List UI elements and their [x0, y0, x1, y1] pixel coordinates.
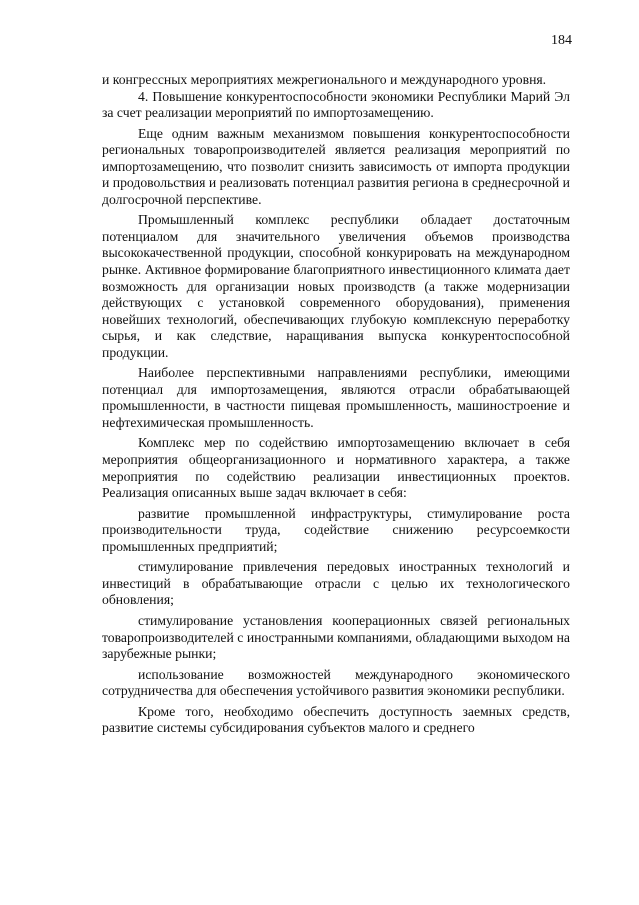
paragraph: Промышленный комплекс республики обладает достаточным потенциалом для значительного увеличения объемов производства высококачественной продукции, способной конкурировать на международном рынке. Активное формирование благоприятного инвестиционного климата дает возможность для организации новых производств (а также модернизации действующих с установкой современного оборудования), применения новейших технологий, обеспечивающих глубокую комплексную переработку сырья, и как следствие, наращивания выпуска конкурентоспособной продукции. [102, 212, 570, 360]
body-text [102, 72, 570, 737]
page-number: 184 [551, 33, 572, 48]
list-item: стимулирование привлечения передовых иностранных технологий и инвестиций в обрабатывающие отрасли с целью их технологического обновления; [102, 559, 570, 608]
paragraph: Кроме того, необходимо обеспечить доступность заемных средств, развитие системы субсидирования субъектов малого и среднего [102, 703, 570, 736]
paragraph: и конгрессных мероприятиях межрегионального и международного уровня. [102, 72, 547, 87]
paragraph: Комплекс мер по содействию импортозамещению включает в себя мероприятия общеорганизационного и нормативного характера, а также мероприятия по содействию реализации инвестиционных проектов. Реализация описанных выше задач включает в себя: [102, 435, 570, 501]
paragraph: Еще одним важным механизмом повышения конкурентоспособности региональных товаропроизводителей является реализация мероприятий по импортозамещению, что позволит снизить зависимость от импорта продукции и продовольствия и реализовать потенциал развития региона в среднесрочной и долгосрочной перспективе. [102, 125, 570, 207]
list-item: использование возможностей международного экономического сотрудничества для обеспечения устойчивого развития экономики республики. [102, 666, 570, 699]
section-heading: 4. Повышение конкурентоспособности экономики Республики Марий Эл за счет реализации мероприятий по импортозамещению. [102, 88, 570, 121]
list-item: стимулирование установления кооперационных связей региональных товаропроизводителей с иностранными компаниями, обладающими выходом на зарубежные рынки; [102, 612, 570, 662]
list-item: развитие промышленной инфраструктуры, стимулирование роста производительности труда, содействие снижению ресурсоемкости промышленных предприятий; [102, 505, 570, 554]
paragraph: Наиболее перспективными направлениями республики, имеющими потенциал для импортозамещения, являются отрасли обрабатывающей промышленности, в частности пищевая промышленность, машиностроение и нефтехимическая промышленность. [102, 365, 570, 430]
